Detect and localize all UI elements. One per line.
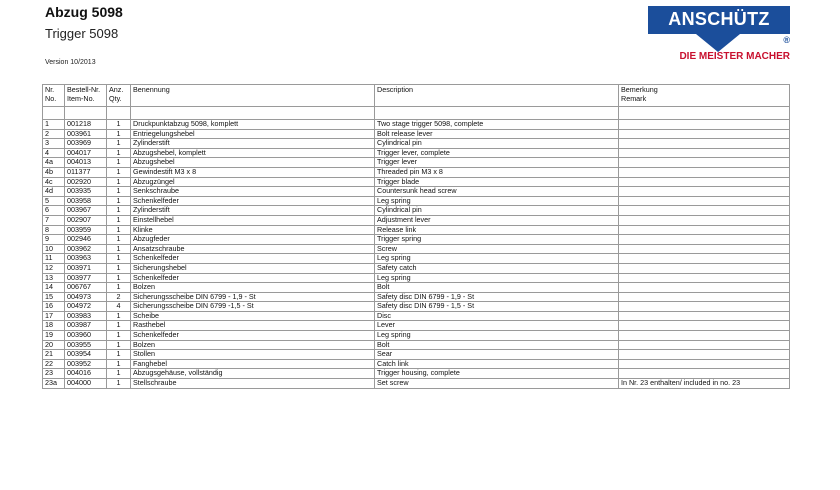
cell-benennung: Stellschraube	[131, 379, 375, 389]
table-row	[43, 379, 790, 389]
cell-benennung: Klinke	[131, 225, 375, 235]
cell-benennung: Sicherungsscheibe DIN 6799 -1,5 - St	[131, 302, 375, 312]
cell-remark	[619, 206, 790, 216]
cell-description: Screw	[375, 244, 619, 254]
cell-benennung: Stollen	[131, 350, 375, 360]
cell-nr: 7	[43, 215, 65, 225]
cell-nr: 5	[43, 196, 65, 206]
cell-remark	[619, 340, 790, 350]
cell-benennung: Schenkelfeder	[131, 273, 375, 283]
cell-benennung: Entriegelungshebel	[131, 129, 375, 139]
cell-nr: 12	[43, 263, 65, 273]
cell-description: Adjustment lever	[375, 215, 619, 225]
table-row	[43, 167, 790, 177]
cell-qty: 1	[107, 187, 131, 197]
cell-item-no: 003971	[65, 263, 107, 273]
cell-nr: 2	[43, 129, 65, 139]
cell-nr: 11	[43, 254, 65, 264]
cell-remark	[619, 359, 790, 369]
cell-benennung: Schenkelfeder	[131, 254, 375, 264]
cell-item-no: 006767	[65, 283, 107, 293]
cell-remark	[619, 311, 790, 321]
cell-remark: In Nr. 23 enthalten/ included in no. 23	[619, 379, 790, 389]
cell-description: Trigger blade	[375, 177, 619, 187]
cell-qty: 1	[107, 196, 131, 206]
table-row	[43, 273, 790, 283]
anschutz-logo	[648, 6, 790, 64]
cell-benennung: Schenkelfeder	[131, 331, 375, 341]
cell-benennung: Zylinderstift	[131, 206, 375, 216]
cell-qty: 1	[107, 254, 131, 264]
cell-qty: 1	[107, 369, 131, 379]
header-remark: Bemerkung Remark	[619, 85, 790, 107]
page-subtitle: Trigger 5098	[45, 26, 119, 41]
table-row	[43, 350, 790, 360]
cell-description: Leg spring	[375, 331, 619, 341]
cell-remark	[619, 263, 790, 273]
cell-nr: 23a	[43, 379, 65, 389]
cell-description: Disc	[375, 311, 619, 321]
cell-benennung: Bolzen	[131, 340, 375, 350]
cell-qty: 1	[107, 283, 131, 293]
logo-slogan: DIE MEISTER MACHER	[679, 51, 790, 62]
cell-description: Threaded pin M3 x 8	[375, 167, 619, 177]
table-row	[43, 244, 790, 254]
cell-benennung: Abzugshebel, komplett	[131, 148, 375, 158]
cell-item-no: 002907	[65, 215, 107, 225]
table-row	[43, 263, 790, 273]
cell-nr: 13	[43, 273, 65, 283]
cell-qty: 1	[107, 263, 131, 273]
cell-remark	[619, 225, 790, 235]
cell-remark	[619, 167, 790, 177]
cell-description: Safety disc DIN 6799 - 1,5 - St	[375, 302, 619, 312]
header-nr: Nr. No.	[43, 85, 65, 107]
cell-nr: 4d	[43, 187, 65, 197]
cell-remark	[619, 321, 790, 331]
cell-item-no: 004013	[65, 158, 107, 168]
cell-benennung: Gewindestift M3 x 8	[131, 167, 375, 177]
cell-qty: 4	[107, 302, 131, 312]
cell-item-no: 004972	[65, 302, 107, 312]
cell-qty: 1	[107, 215, 131, 225]
header-item-no: Bestell-Nr. Item-No.	[65, 85, 107, 107]
cell-remark	[619, 302, 790, 312]
cell-description: Bolt	[375, 283, 619, 293]
table-row	[43, 139, 790, 149]
cell-description: Leg spring	[375, 273, 619, 283]
cell-remark	[619, 187, 790, 197]
cell-item-no: 004000	[65, 379, 107, 389]
table-row	[43, 340, 790, 350]
cell-remark	[619, 331, 790, 341]
cell-nr: 16	[43, 302, 65, 312]
cell-qty: 1	[107, 167, 131, 177]
cell-benennung: Bolzen	[131, 283, 375, 293]
cell-item-no: 003963	[65, 254, 107, 264]
cell-item-no: 003958	[65, 196, 107, 206]
cell-qty: 1	[107, 273, 131, 283]
cell-item-no: 003967	[65, 206, 107, 216]
cell-remark	[619, 158, 790, 168]
cell-item-no: 001218	[65, 120, 107, 130]
cell-description: Lever	[375, 321, 619, 331]
cell-nr: 15	[43, 292, 65, 302]
version-label: Version 10/2013	[45, 59, 96, 66]
cell-item-no: 003962	[65, 244, 107, 254]
cell-qty: 1	[107, 139, 131, 149]
cell-nr: 4b	[43, 167, 65, 177]
table-row	[43, 158, 790, 168]
cell-remark	[619, 235, 790, 245]
cell-benennung: Druckpunktabzug 5098, komplett	[131, 120, 375, 130]
cell-qty: 1	[107, 177, 131, 187]
cell-item-no: 003959	[65, 225, 107, 235]
cell-benennung: Senkschraube	[131, 187, 375, 197]
cell-nr: 19	[43, 331, 65, 341]
cell-item-no: 003969	[65, 139, 107, 149]
cell-item-no: 002946	[65, 235, 107, 245]
cell-item-no: 003952	[65, 359, 107, 369]
cell-qty: 1	[107, 350, 131, 360]
cell-benennung: Abzugshebel	[131, 158, 375, 168]
cell-benennung: Einstellhebel	[131, 215, 375, 225]
table-row	[43, 292, 790, 302]
cell-qty: 1	[107, 379, 131, 389]
table-row	[43, 148, 790, 158]
cell-description: Set screw	[375, 379, 619, 389]
cell-remark	[619, 350, 790, 360]
cell-qty: 1	[107, 158, 131, 168]
cell-benennung: Abzugzüngel	[131, 177, 375, 187]
header-qty: Anz. Qty.	[107, 85, 131, 107]
cell-qty: 1	[107, 244, 131, 254]
cell-remark	[619, 369, 790, 379]
cell-remark	[619, 196, 790, 206]
cell-nr: 21	[43, 350, 65, 360]
table-row	[43, 359, 790, 369]
table-row	[43, 187, 790, 197]
cell-remark	[619, 139, 790, 149]
cell-description: Safety disc DIN 6799 - 1,9 - St	[375, 292, 619, 302]
cell-benennung: Sicherungsscheibe DIN 6799 - 1,9 - St	[131, 292, 375, 302]
cell-benennung: Zylinderstift	[131, 139, 375, 149]
cell-nr: 9	[43, 235, 65, 245]
parts-table	[42, 84, 790, 389]
cell-description: Trigger housing, complete	[375, 369, 619, 379]
cell-benennung: Ansatzschraube	[131, 244, 375, 254]
cell-qty: 1	[107, 359, 131, 369]
cell-benennung: Schenkelfeder	[131, 196, 375, 206]
cell-nr: 4c	[43, 177, 65, 187]
cell-qty: 1	[107, 321, 131, 331]
cell-description: Leg spring	[375, 196, 619, 206]
cell-qty: 1	[107, 120, 131, 130]
cell-item-no: 003983	[65, 311, 107, 321]
table-row	[43, 177, 790, 187]
cell-item-no: 004016	[65, 369, 107, 379]
cell-benennung: Rasthebel	[131, 321, 375, 331]
cell-nr: 10	[43, 244, 65, 254]
cell-remark	[619, 215, 790, 225]
cell-remark	[619, 177, 790, 187]
cell-qty: 1	[107, 225, 131, 235]
table-row	[43, 196, 790, 206]
cell-benennung: Abzugsgehäuse, vollständig	[131, 369, 375, 379]
cell-description: Sear	[375, 350, 619, 360]
cell-item-no: 003977	[65, 273, 107, 283]
table-row	[43, 206, 790, 216]
cell-description: Bolt release lever	[375, 129, 619, 139]
table-row	[43, 331, 790, 341]
cell-benennung: Abzugfeder	[131, 235, 375, 245]
cell-description: Cylindrical pin	[375, 139, 619, 149]
cell-nr: 20	[43, 340, 65, 350]
cell-nr: 3	[43, 139, 65, 149]
cell-nr: 8	[43, 225, 65, 235]
cell-description: Cylindrical pin	[375, 206, 619, 216]
cell-description: Trigger spring	[375, 235, 619, 245]
table-row	[43, 302, 790, 312]
table-row	[43, 120, 790, 130]
cell-qty: 1	[107, 148, 131, 158]
cell-description: Leg spring	[375, 254, 619, 264]
cell-item-no: 003961	[65, 129, 107, 139]
cell-item-no: 002920	[65, 177, 107, 187]
cell-benennung: Sicherungshebel	[131, 263, 375, 273]
table-spacer-row	[43, 107, 790, 120]
cell-item-no: 011377	[65, 167, 107, 177]
cell-description: Catch link	[375, 359, 619, 369]
cell-nr: 14	[43, 283, 65, 293]
header-description: Description	[375, 85, 619, 107]
cell-benennung: Scheibe	[131, 311, 375, 321]
cell-item-no: 003960	[65, 331, 107, 341]
cell-qty: 1	[107, 129, 131, 139]
cell-nr: 4a	[43, 158, 65, 168]
logo-box	[648, 6, 790, 34]
cell-qty: 1	[107, 311, 131, 321]
cell-remark	[619, 148, 790, 158]
cell-description: Two stage trigger 5098, complete	[375, 120, 619, 130]
table-row	[43, 225, 790, 235]
cell-item-no: 003987	[65, 321, 107, 331]
cell-nr: 22	[43, 359, 65, 369]
cell-qty: 1	[107, 206, 131, 216]
logo-brand: ANSCHÜTZ	[668, 9, 770, 29]
cell-nr: 23	[43, 369, 65, 379]
cell-description: Trigger lever	[375, 158, 619, 168]
cell-benennung: Fanghebel	[131, 359, 375, 369]
table-row	[43, 254, 790, 264]
cell-item-no: 003935	[65, 187, 107, 197]
table-row	[43, 311, 790, 321]
cell-description: Safety catch	[375, 263, 619, 273]
page-title: Abzug 5098	[45, 4, 123, 20]
cell-nr: 1	[43, 120, 65, 130]
cell-item-no: 003955	[65, 340, 107, 350]
table-row	[43, 215, 790, 225]
cell-description: Trigger lever, complete	[375, 148, 619, 158]
cell-remark	[619, 129, 790, 139]
cell-item-no: 003954	[65, 350, 107, 360]
table-row	[43, 129, 790, 139]
cell-qty: 1	[107, 235, 131, 245]
cell-qty: 1	[107, 331, 131, 341]
cell-nr: 4	[43, 148, 65, 158]
table-row	[43, 283, 790, 293]
table-row	[43, 321, 790, 331]
table-header-row	[43, 85, 790, 107]
cell-qty: 2	[107, 292, 131, 302]
cell-nr: 17	[43, 311, 65, 321]
logo-triangle-icon	[696, 34, 740, 52]
cell-remark	[619, 120, 790, 130]
cell-description: Bolt	[375, 340, 619, 350]
cell-description: Countersunk head screw	[375, 187, 619, 197]
cell-remark	[619, 292, 790, 302]
cell-remark	[619, 254, 790, 264]
cell-remark	[619, 244, 790, 254]
table-row	[43, 235, 790, 245]
header-benennung: Benennung	[131, 85, 375, 107]
cell-description: Release link	[375, 225, 619, 235]
cell-nr: 18	[43, 321, 65, 331]
cell-nr: 6	[43, 206, 65, 216]
cell-remark	[619, 283, 790, 293]
cell-qty: 1	[107, 340, 131, 350]
table-row	[43, 369, 790, 379]
cell-item-no: 004017	[65, 148, 107, 158]
cell-item-no: 004973	[65, 292, 107, 302]
cell-remark	[619, 273, 790, 283]
registered-icon: ®	[783, 35, 790, 45]
